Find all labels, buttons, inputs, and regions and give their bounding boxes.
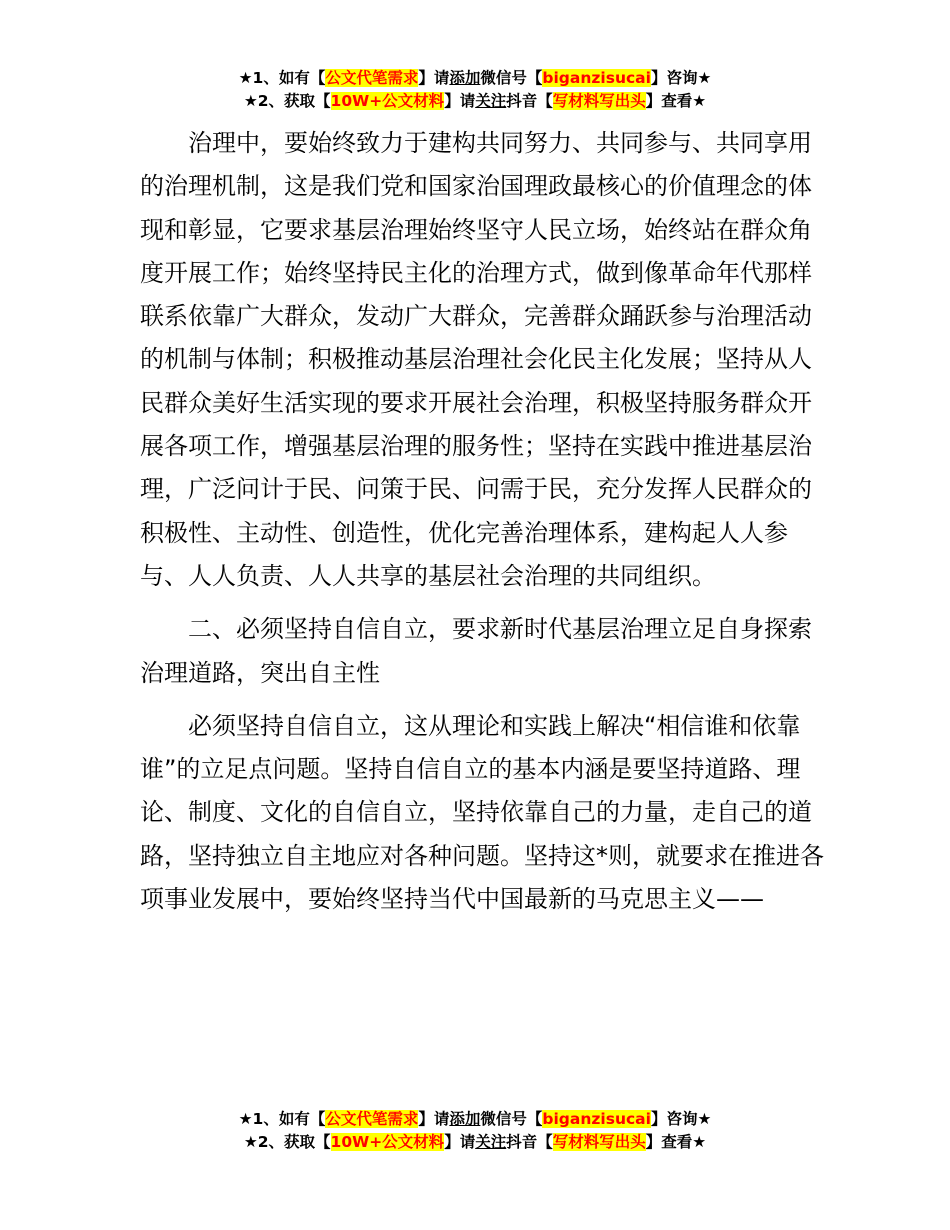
banner-text: ★1、如有【 (238, 69, 326, 87)
highlight-materials: 10W+公文材料 (330, 1133, 445, 1151)
footer-banner (0, 1108, 950, 1154)
banner-line-2 (0, 90, 950, 113)
banner-text: 抖音【 (506, 92, 553, 110)
banner-text: ★2、获取【 (243, 1133, 331, 1151)
banner-text: ★1、如有【 (238, 1110, 326, 1128)
highlight-service: 公文代笔需求 (325, 1110, 419, 1128)
banner-text: 】请 (418, 69, 450, 87)
banner-text: 】查看★ (645, 1133, 707, 1151)
document-body (140, 122, 830, 921)
banner-text: 抖音【 (506, 1133, 553, 1151)
banner-line-1 (0, 1108, 950, 1131)
header-banner (0, 67, 950, 113)
underlined-text: 关注 (475, 1133, 507, 1151)
paragraph: 必须坚持自信自立，这从理论和实践上解决“相信谁和依靠谁”的立足点问题。坚持自信自立的基本内涵是要坚持道路、理论、制度、文化的自信自立，坚持依靠自己的力量，走自己的道路，坚持独立自主地应对各种问题。坚持这*则，就要求在推进各项事业发展中，要始终坚持当代中国最新的马克思主义—— (140, 711, 824, 914)
section-heading: 二、必须坚持自信自立，要求新时代基层治理立足自身探索治理道路，突出自主性 (140, 615, 812, 687)
highlight-wechat-id: biganzisucai (542, 69, 651, 87)
banner-text: ★2、获取【 (243, 92, 331, 110)
banner-line-1 (0, 67, 950, 90)
banner-text: 微信号【 (480, 69, 543, 87)
banner-text: 】咨询★ (650, 69, 712, 87)
underlined-text: 添加 (449, 1110, 481, 1128)
banner-line-2 (0, 1131, 950, 1154)
banner-text: 】请 (418, 1110, 450, 1128)
banner-text: 】请 (444, 92, 476, 110)
highlight-douyin-account: 写材料写出头 (552, 92, 646, 110)
banner-text: 】查看★ (645, 92, 707, 110)
banner-text: 微信号【 (480, 1110, 543, 1128)
underlined-text: 添加 (449, 69, 481, 87)
highlight-service: 公文代笔需求 (325, 69, 419, 87)
highlight-douyin-account: 写材料写出头 (552, 1133, 646, 1151)
underlined-text: 关注 (475, 92, 507, 110)
banner-text: 】咨询★ (650, 1110, 712, 1128)
highlight-materials: 10W+公文材料 (330, 92, 445, 110)
paragraph: 治理中，要始终致力于建构共同努力、共同参与、共同享用的治理机制，这是我们党和国家治国理政最核心的价值理念的体现和彰显，它要求基层治理始终坚守人民立场，始终站在群众角度开展工作；始终坚持民主化的治理方式，做到像革命年代那样联系依靠广大群众，发动广大群众，完善群众踊跃参与治理活动的机制与体制；积极推动基层治理社会化民主化发展；坚持从人民群众美好生活实现的要求开展社会治理，积极坚持服务群众开展各项工作，增强基层治理的服务性；坚持在实践中推进基层治理，广泛问计于民、问策于民、问需于民，充分发挥人民群众的积极性、主动性、创造性，优化完善治理体系，建构起人人参与、人人负责、人人共享的基层社会治理的共同组织。 (140, 129, 812, 590)
highlight-wechat-id: biganzisucai (542, 1110, 651, 1128)
banner-text: 】请 (444, 1133, 476, 1151)
